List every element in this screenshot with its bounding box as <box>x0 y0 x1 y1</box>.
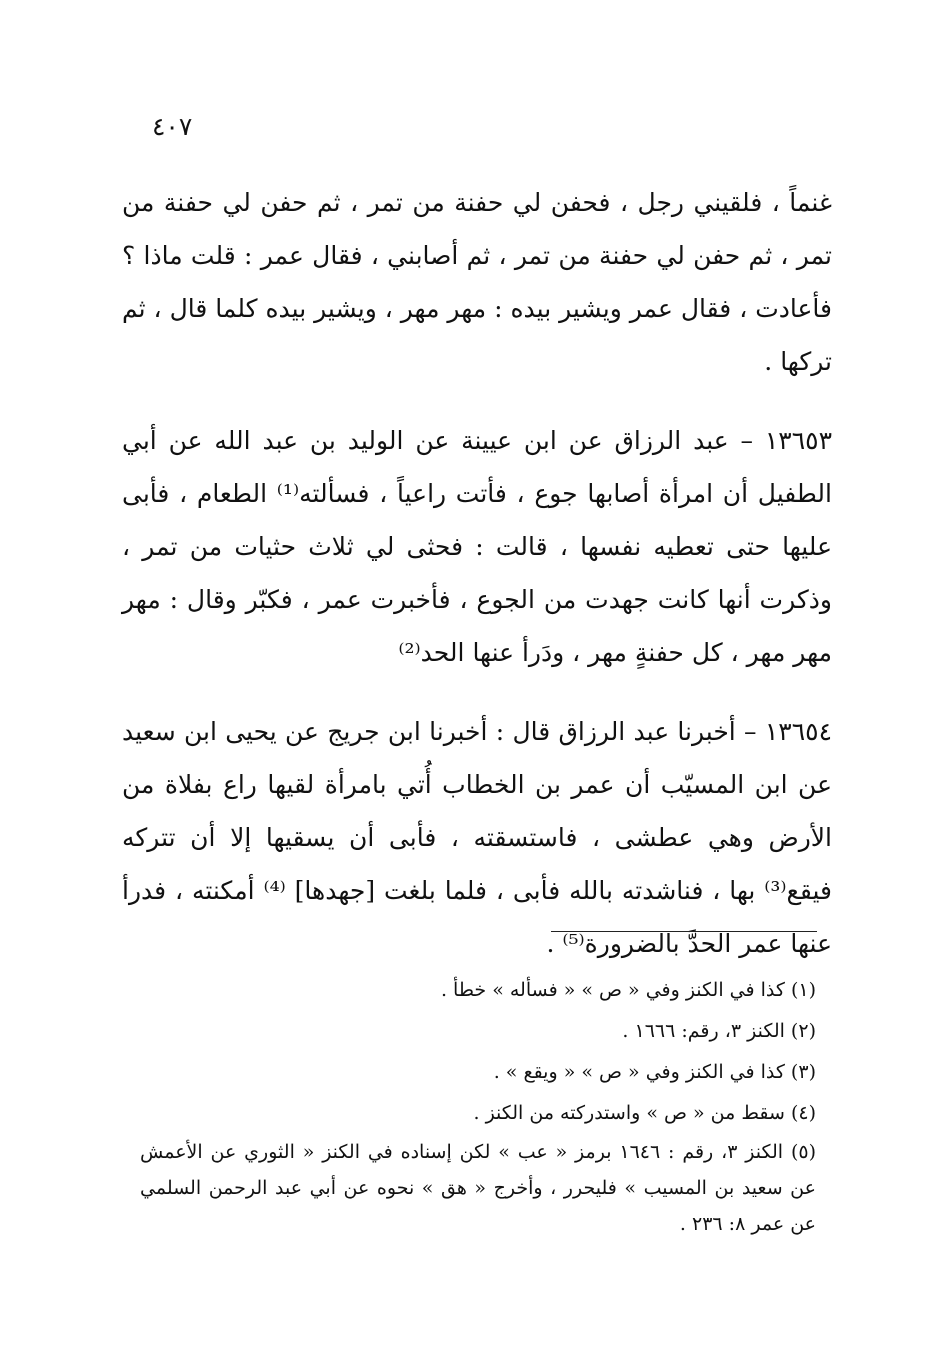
footnote-divider <box>551 931 817 932</box>
footnote-3: (٣) كذا في الكنز وفي « ص » « ويقع » . <box>493 1061 816 1083</box>
paragraph-13653: ١٣٦٥٣ – عبد الرزاق عن ابن عيينة عن الوليد بن عبد الله عن أبي الطفيل أن امرأة أصابها جوع ، فأتت راعياً ، فسألته⁽¹⁾ الطعام ، فأبى عليها حتى تعطيه نفسها ، قالت : فحثى لي ثلاث حثيات من تمر ، وذكرت أنها كانت جهدت من الجوع ، فأخبرت عمر ، فكبّر وقال : مهر مهر مهر ، كل حفنةٍ مهر ، ودَرأ عنها الحد⁽²⁾ <box>122 426 832 667</box>
page-number: ٤٠٧ <box>152 112 193 141</box>
main-text <box>122 176 832 970</box>
footnotes <box>140 970 816 1242</box>
paragraph-13654: ١٣٦٥٤ – أخبرنا عبد الرزاق قال : أخبرنا ابن جريج عن يحيى ابن سعيد عن ابن المسيّب أن عمر بن الخطاب أُتي بامرأة لقيها راع بفلاة من الأرض وهي عطشى ، فاستسقته ، فأبى أن يسقيها إلا أن تتركه فيقع⁽³⁾ بها ، فناشدته بالله فأبى ، فلما بلغت [جهدها] ⁽⁴⁾ أمكنته ، فدرأ عنها عمر الحدَّ بالضرورة⁽⁵⁾ . <box>122 717 832 958</box>
footnote-4: (٤) سقط من « ص » واستدركته من الكنز . <box>473 1102 816 1124</box>
footnote-5: (٥) الكنز ٣، رقم : ١٦٤٦ برمز « عب » لكن إسناده في الكنز « الثوري عن الأعمش عن سعيد بن المسيب » فليحرر ، وأخرج « هق » نحوه عن أبي عبد الرحمن السلمي عن عمر ٨: ٢٣٦ . <box>140 1141 816 1235</box>
paragraph-continuation: غنماً ، فلقيني رجل ، فحفن لي حفنة من تمر ، ثم حفن لي حفنة من تمر ، ثم حفن لي حفنة من تمر ، ثم أصابني ، فقال عمر : قلت ماذا ؟ فأعادت ، فقال عمر ويشير بيده : مهر مهر ، ويشير بيده كلما قال ، ثم تركها . <box>122 188 832 376</box>
footnote-1: (١) كذا في الكنز وفي « ص » « فسأله » خطأ . <box>440 979 816 1001</box>
footnote-2: (٢) الكنز ٣، رقم: ١٦٦٦ . <box>622 1020 816 1042</box>
